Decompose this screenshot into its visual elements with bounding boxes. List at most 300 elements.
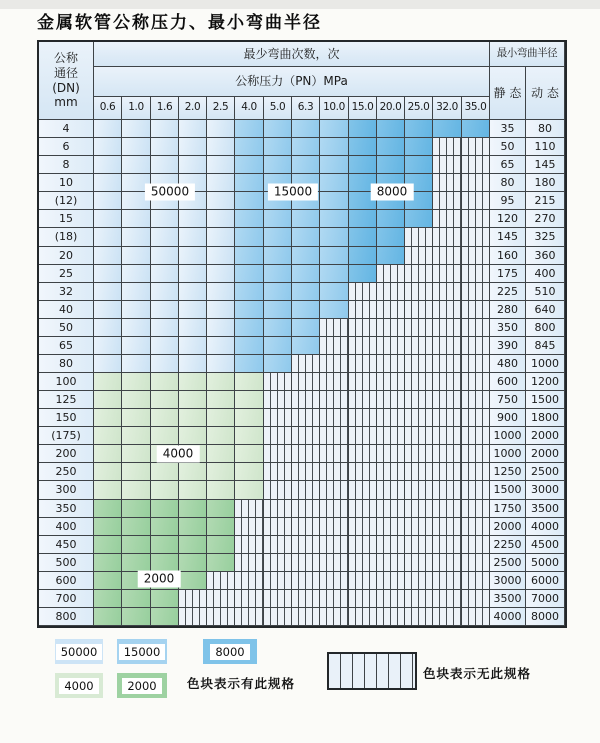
spec-cell <box>151 265 179 283</box>
no-spec-cell <box>235 518 264 536</box>
static-radius-cell: 1000 <box>490 445 526 463</box>
spec-cell <box>207 174 235 192</box>
spec-cell <box>94 554 122 572</box>
spec-cell <box>264 210 292 228</box>
spec-cell <box>349 120 377 138</box>
pressure-bend-table <box>37 40 567 628</box>
spec-cell <box>179 265 207 283</box>
spec-cell <box>292 301 320 319</box>
no-spec-cell <box>433 247 462 265</box>
spec-cell <box>94 247 122 265</box>
no-spec-cell <box>433 536 462 554</box>
no-spec-cell <box>292 481 320 500</box>
spec-cell <box>122 590 151 608</box>
spec-cell <box>94 427 122 445</box>
no-spec-cell <box>264 391 292 409</box>
spec-cell <box>122 608 151 626</box>
static-radius-cell: 160 <box>490 247 526 265</box>
dynamic-radius-cell: 1500 <box>526 391 565 409</box>
spec-cell <box>179 228 207 247</box>
dynamic-radius-cell: 510 <box>526 283 565 301</box>
no-spec-cell <box>349 283 377 301</box>
spec-cell <box>179 301 207 319</box>
spec-cell <box>179 463 207 481</box>
spec-cell <box>235 355 264 373</box>
no-spec-cell <box>320 409 349 427</box>
spec-cell <box>320 265 349 283</box>
spec-cell <box>122 536 151 554</box>
dn-cell: 200 <box>39 445 94 463</box>
spec-cell <box>94 174 122 192</box>
no-spec-cell <box>349 445 377 463</box>
no-spec-cell <box>433 192 462 210</box>
dn-cell: 150 <box>39 409 94 427</box>
static-radius-cell: 3500 <box>490 590 526 608</box>
no-spec-cell <box>433 518 462 536</box>
spec-cell <box>207 283 235 301</box>
no-spec-cell <box>433 608 462 626</box>
spec-cell <box>207 518 235 536</box>
dn-cell: 25 <box>39 265 94 283</box>
no-spec-cell <box>405 265 433 283</box>
spec-cell <box>122 120 151 138</box>
dynamic-radius-cell: 2500 <box>526 463 565 481</box>
pressure-col-header: 0.6 <box>94 97 122 120</box>
no-spec-cell <box>320 500 349 518</box>
corner-header-line: (DN) <box>52 80 80 95</box>
spec-cell <box>377 210 405 228</box>
dynamic-radius-cell: 4000 <box>526 518 565 536</box>
legend-no-spec-note: 色块表示无此规格 <box>423 666 532 681</box>
spec-cell <box>405 156 433 174</box>
no-spec-cell <box>264 572 292 590</box>
no-spec-cell <box>462 481 490 500</box>
no-spec-cell <box>349 500 377 518</box>
spec-cell <box>292 283 320 301</box>
no-spec-cell <box>377 319 405 337</box>
no-spec-cell <box>433 210 462 228</box>
no-spec-cell <box>292 500 320 518</box>
no-spec-cell <box>320 427 349 445</box>
spec-cell <box>122 518 151 536</box>
legend-swatch <box>117 673 167 698</box>
spec-cell <box>264 337 292 355</box>
spec-cell <box>235 409 264 427</box>
spec-cell <box>377 156 405 174</box>
static-radius-cell: 2000 <box>490 518 526 536</box>
no-spec-cell <box>292 391 320 409</box>
no-spec-cell <box>377 337 405 355</box>
dn-cell: 500 <box>39 554 94 572</box>
dn-cell: 15 <box>39 210 94 228</box>
no-spec-cell <box>377 608 405 626</box>
spec-cell <box>179 554 207 572</box>
spec-cell <box>264 265 292 283</box>
spec-cell <box>122 554 151 572</box>
spec-cell <box>235 337 264 355</box>
no-spec-cell <box>349 391 377 409</box>
pressure-col-header: 2.5 <box>207 97 235 120</box>
spec-cell <box>349 228 377 247</box>
spec-cell <box>349 265 377 283</box>
spec-cell <box>320 120 349 138</box>
cycle-count-label: 15000 <box>268 184 318 201</box>
no-spec-cell <box>433 409 462 427</box>
static-radius-cell: 480 <box>490 355 526 373</box>
static-radius-cell: 390 <box>490 337 526 355</box>
no-spec-cell <box>377 463 405 481</box>
no-spec-cell <box>349 319 377 337</box>
dn-cell: 50 <box>39 319 94 337</box>
no-spec-cell <box>377 481 405 500</box>
no-spec-cell <box>433 156 462 174</box>
pressure-col-header: 5.0 <box>264 97 292 120</box>
spec-cell <box>151 554 179 572</box>
no-spec-cell <box>433 174 462 192</box>
no-spec-cell <box>462 301 490 319</box>
pressure-col-header: 35.0 <box>462 97 490 120</box>
spec-cell <box>292 228 320 247</box>
no-spec-cell <box>462 518 490 536</box>
spec-cell <box>122 247 151 265</box>
spec-cell <box>235 138 264 156</box>
no-spec-cell <box>377 373 405 391</box>
no-spec-cell <box>405 427 433 445</box>
corner-header-line: mm <box>54 95 78 110</box>
static-radius-cell: 350 <box>490 319 526 337</box>
spec-cell <box>94 500 122 518</box>
spec-cell <box>151 210 179 228</box>
no-spec-cell <box>462 536 490 554</box>
spec-cell <box>122 301 151 319</box>
no-spec-cell <box>264 481 292 500</box>
spec-cell <box>94 138 122 156</box>
no-spec-cell <box>179 608 207 626</box>
no-spec-cell <box>405 319 433 337</box>
no-spec-cell <box>405 572 433 590</box>
dynamic-radius-cell: 180 <box>526 174 565 192</box>
spec-cell <box>207 536 235 554</box>
spec-cell <box>179 409 207 427</box>
spec-cell <box>207 391 235 409</box>
spec-cell <box>377 138 405 156</box>
dynamic-radius-cell: 1800 <box>526 409 565 427</box>
spec-cell <box>94 301 122 319</box>
no-spec-cell <box>462 445 490 463</box>
static-radius-cell: 750 <box>490 391 526 409</box>
no-spec-cell <box>462 500 490 518</box>
spec-cell <box>94 228 122 247</box>
static-radius-cell: 1000 <box>490 427 526 445</box>
dn-cell: 32 <box>39 283 94 301</box>
no-spec-cell <box>462 572 490 590</box>
dynamic-radius-cell: 325 <box>526 228 565 247</box>
cycle-count-label: 50000 <box>145 184 195 201</box>
min-bend-radius-header: 最小弯曲半径 <box>490 42 565 67</box>
spec-cell <box>122 427 151 445</box>
spec-cell <box>433 120 462 138</box>
spec-cell <box>292 319 320 337</box>
dn-cell: 20 <box>39 247 94 265</box>
no-spec-cell <box>320 373 349 391</box>
spec-cell <box>207 138 235 156</box>
spec-cell <box>151 481 179 500</box>
no-spec-cell <box>292 445 320 463</box>
no-spec-cell <box>377 265 405 283</box>
no-spec-cell <box>462 409 490 427</box>
dn-cell: 8 <box>39 156 94 174</box>
no-spec-cell <box>405 445 433 463</box>
pressure-col-header: 4.0 <box>235 97 264 120</box>
no-spec-cell <box>405 283 433 301</box>
dynamic-radius-cell: 360 <box>526 247 565 265</box>
static-radius-cell: 280 <box>490 301 526 319</box>
spec-cell <box>94 536 122 554</box>
dynamic-radius-cell: 7000 <box>526 590 565 608</box>
dynamic-radius-cell: 1200 <box>526 373 565 391</box>
spec-cell <box>151 319 179 337</box>
corner-header-line: 公称 <box>53 51 78 66</box>
no-spec-cell <box>207 572 235 590</box>
no-spec-cell <box>433 463 462 481</box>
no-spec-cell <box>235 554 264 572</box>
spec-cell <box>292 120 320 138</box>
spec-cell <box>94 572 122 590</box>
spec-cell <box>122 210 151 228</box>
spec-cell <box>235 445 264 463</box>
spec-cell <box>235 373 264 391</box>
no-spec-cell <box>462 355 490 373</box>
dynamic-radius-cell: 8000 <box>526 608 565 626</box>
spec-cell <box>122 481 151 500</box>
no-spec-cell <box>377 301 405 319</box>
no-spec-cell <box>264 445 292 463</box>
no-spec-cell <box>462 265 490 283</box>
spec-cell <box>179 427 207 445</box>
dn-cell: (18) <box>39 228 94 247</box>
static-radius-cell: 225 <box>490 283 526 301</box>
spec-cell <box>207 463 235 481</box>
spec-cell <box>320 156 349 174</box>
spec-cell <box>179 283 207 301</box>
static-radius-cell: 35 <box>490 120 526 138</box>
no-spec-cell <box>405 590 433 608</box>
no-spec-cell <box>433 427 462 445</box>
spec-cell <box>151 536 179 554</box>
spec-cell <box>151 518 179 536</box>
spec-cell <box>207 409 235 427</box>
dynamic-radius-cell: 4500 <box>526 536 565 554</box>
spec-cell <box>320 301 349 319</box>
spec-cell <box>320 210 349 228</box>
spec-cell <box>320 247 349 265</box>
no-spec-cell <box>320 536 349 554</box>
pressure-col-header: 15.0 <box>349 97 377 120</box>
pressure-col-header: 32.0 <box>433 97 462 120</box>
spec-cell <box>151 409 179 427</box>
spec-cell <box>94 391 122 409</box>
dynamic-radius-cell: 2000 <box>526 427 565 445</box>
no-spec-cell <box>292 554 320 572</box>
no-spec-cell <box>405 500 433 518</box>
no-spec-cell <box>377 500 405 518</box>
spec-cell <box>235 283 264 301</box>
no-spec-cell <box>462 608 490 626</box>
spec-cell <box>94 409 122 427</box>
dynamic-radius-cell: 845 <box>526 337 565 355</box>
no-spec-cell <box>349 301 377 319</box>
spec-cell <box>179 120 207 138</box>
spec-cell <box>94 608 122 626</box>
spec-cell <box>122 445 151 463</box>
spec-cell <box>405 120 433 138</box>
dynamic-header: 动 态 <box>526 67 565 120</box>
no-spec-cell <box>462 319 490 337</box>
spec-cell <box>151 156 179 174</box>
spec-cell <box>235 228 264 247</box>
static-radius-cell: 600 <box>490 373 526 391</box>
spec-cell <box>179 138 207 156</box>
no-spec-cell <box>377 409 405 427</box>
legend-swatch <box>203 639 257 664</box>
dynamic-radius-cell: 800 <box>526 319 565 337</box>
no-spec-cell <box>405 247 433 265</box>
spec-cell <box>235 192 264 210</box>
spec-cell <box>151 283 179 301</box>
spec-cell <box>122 337 151 355</box>
spec-cell <box>151 427 179 445</box>
spec-cell <box>235 247 264 265</box>
dynamic-radius-cell: 640 <box>526 301 565 319</box>
dn-cell: (12) <box>39 192 94 210</box>
spec-cell <box>264 138 292 156</box>
no-spec-cell <box>349 554 377 572</box>
static-radius-cell: 2250 <box>490 536 526 554</box>
dn-cell: 65 <box>39 337 94 355</box>
static-radius-cell: 80 <box>490 174 526 192</box>
spec-cell <box>349 210 377 228</box>
spec-cell <box>179 536 207 554</box>
no-spec-cell <box>405 536 433 554</box>
no-spec-cell <box>462 463 490 481</box>
corner-header-line: 通径 <box>53 65 78 80</box>
pressure-col-header: 1.0 <box>122 97 151 120</box>
dynamic-radius-cell: 2000 <box>526 445 565 463</box>
spec-cell <box>405 138 433 156</box>
static-radius-cell: 145 <box>490 228 526 247</box>
spec-cell <box>151 337 179 355</box>
no-spec-cell <box>292 536 320 554</box>
legend-swatch-label: 50000 <box>56 644 103 660</box>
static-radius-cell: 50 <box>490 138 526 156</box>
no-spec-cell <box>433 228 462 247</box>
dynamic-radius-cell: 145 <box>526 156 565 174</box>
no-spec-cell <box>264 518 292 536</box>
spec-cell <box>94 355 122 373</box>
spec-cell <box>122 228 151 247</box>
no-spec-cell <box>349 463 377 481</box>
static-radius-cell: 95 <box>490 192 526 210</box>
spec-cell <box>207 247 235 265</box>
no-spec-cell <box>349 355 377 373</box>
no-spec-cell <box>462 554 490 572</box>
spec-cell <box>235 319 264 337</box>
no-spec-cell <box>433 337 462 355</box>
spec-cell <box>179 373 207 391</box>
spec-cell <box>122 265 151 283</box>
dynamic-radius-cell: 270 <box>526 210 565 228</box>
pressure-col-header: 10.0 <box>320 97 349 120</box>
no-spec-cell <box>349 337 377 355</box>
no-spec-cell <box>462 138 490 156</box>
spec-cell <box>179 355 207 373</box>
no-spec-cell <box>179 590 207 608</box>
spec-cell <box>235 301 264 319</box>
cycle-count-label: 2000 <box>138 571 181 588</box>
pressure-col-header: 20.0 <box>377 97 405 120</box>
no-spec-cell <box>320 337 349 355</box>
no-spec-cell <box>264 590 292 608</box>
no-spec-cell <box>349 536 377 554</box>
no-spec-cell <box>405 481 433 500</box>
spec-cell <box>94 210 122 228</box>
dynamic-radius-cell: 1000 <box>526 355 565 373</box>
static-radius-cell: 3000 <box>490 572 526 590</box>
no-spec-cell <box>235 590 264 608</box>
static-radius-cell: 1750 <box>490 500 526 518</box>
no-spec-cell <box>320 481 349 500</box>
spec-cell <box>349 138 377 156</box>
no-spec-cell <box>405 337 433 355</box>
spec-cell <box>151 355 179 373</box>
no-spec-cell <box>207 608 235 626</box>
dn-cell: 350 <box>39 500 94 518</box>
no-spec-cell <box>405 463 433 481</box>
spec-cell <box>207 355 235 373</box>
spec-cell <box>151 138 179 156</box>
spec-cell <box>235 265 264 283</box>
no-spec-cell <box>462 156 490 174</box>
legend-no-spec-swatch <box>327 652 417 690</box>
spec-cell <box>179 572 207 590</box>
no-spec-cell <box>349 518 377 536</box>
no-spec-cell <box>264 608 292 626</box>
no-spec-cell <box>377 283 405 301</box>
spec-cell <box>462 120 490 138</box>
no-spec-cell <box>264 463 292 481</box>
spec-cell <box>207 500 235 518</box>
spec-cell <box>377 247 405 265</box>
no-spec-cell <box>235 536 264 554</box>
dn-cell: 450 <box>39 536 94 554</box>
spec-cell <box>235 156 264 174</box>
static-radius-cell: 4000 <box>490 608 526 626</box>
no-spec-cell <box>320 518 349 536</box>
no-spec-cell <box>349 590 377 608</box>
no-spec-cell <box>405 518 433 536</box>
spec-cell <box>405 210 433 228</box>
no-spec-cell <box>405 373 433 391</box>
spec-cell <box>151 391 179 409</box>
no-spec-cell <box>377 427 405 445</box>
no-spec-cell <box>462 247 490 265</box>
spec-cell <box>151 590 179 608</box>
spec-cell <box>377 228 405 247</box>
no-spec-cell <box>433 265 462 283</box>
spec-cell <box>179 247 207 265</box>
spec-cell <box>94 319 122 337</box>
no-spec-cell <box>377 355 405 373</box>
